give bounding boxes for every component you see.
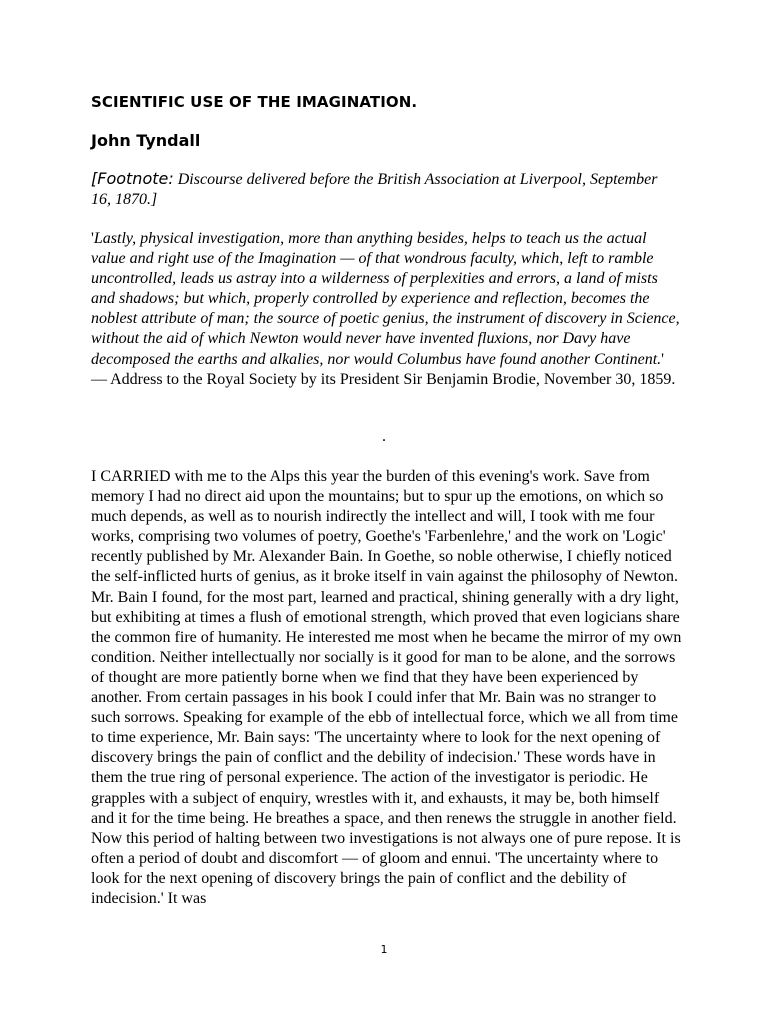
- document-title: SCIENTIFIC USE OF THE IMAGINATION.: [91, 93, 418, 111]
- author-name: John Tyndall: [91, 131, 201, 150]
- body-paragraph: I CARRIED with me to the Alps this year the burden of this evening's work. Save from memory I had no direct aid upon the mountains; but to spur up the emotions, on which so much depends, as well as to nourish indirectly the intellect and will, I took with me four works, comprising two volumes of poetry, Goethe's 'Farbenlehre,' and the work on 'Logic' recently published by Mr. Alexander Bain. In Goethe, so noble otherwise, I chiefly noticed the self-inflicted hurts of genius, as it broke itself in vain against the philosophy of Newton. Mr. Bain I found, for the most part, learned and practical, shining generally with a dry light, but exhibiting at times a flush of emotional strength, which proved that even logicians share the common fire of humanity. He interested me most when he became the mirror of my own condition. Neither intellectually nor socially is it good for man to be alone, and the sorrows of thought are more patiently borne when we find that they have been experienced by another. From certain passages in his book I could infer that Mr. Bain was no stranger to such sorrows. Speaking for example of the ebb of intellectual force, which we all from time to time experience, Mr. Bain says: 'The uncertainty where to look for the next opening of discovery brings the pain of conflict and the debility of indecision.' These words have in them the true ring of personal experience. The action of the investigator is periodic. He grapples with a subject of enquiry, wrestles with it, and exhausts, it may be, both himself and it for the time being. He breathes a space, and then renews the struggle in another field. Now this period of halting between two investigations is not always one of pure repose. It is often a period of doubt and discomfort — of gloom and ennui. 'The uncertainty where to look for the next opening of discovery brings the pain of conflict and the debility of indecision.' It was: [91, 468, 682, 907]
- footnote: [91, 169, 681, 210]
- footnote-text: Discourse delivered before the British Association at Liverpool, September 16, 1870.]: [91, 171, 658, 208]
- page-number: 1: [380, 943, 388, 956]
- epigraph-quote: Lastly, physical investigation, more than anything besides, helps to teach us the actual value and right use of the Imagination — of that wondrous faculty, which, left to ramble uncontrolled, leads us astray into a wilderness of perplexities and errors, a land of mists and shadows; but which, properly controlled by experience and reflection, becomes the noblest attribute of man; the source of poetic genius, the instrument of discovery in Science, without the aid of which Newton would never have invented fluxions, nor Davy have decomposed the earths and alkalies, nor would Columbus have found another Continent.: [91, 230, 680, 368]
- epigraph: [91, 229, 683, 390]
- footnote-label: [Footnote:: [91, 169, 174, 188]
- epigraph-open-quote: ': [91, 230, 94, 247]
- epigraph-attribution: ' — Address to the Royal Society by its President Sir Benjamin Brodie, November 30, 1859.: [91, 350, 676, 388]
- section-separator: .: [382, 428, 386, 445]
